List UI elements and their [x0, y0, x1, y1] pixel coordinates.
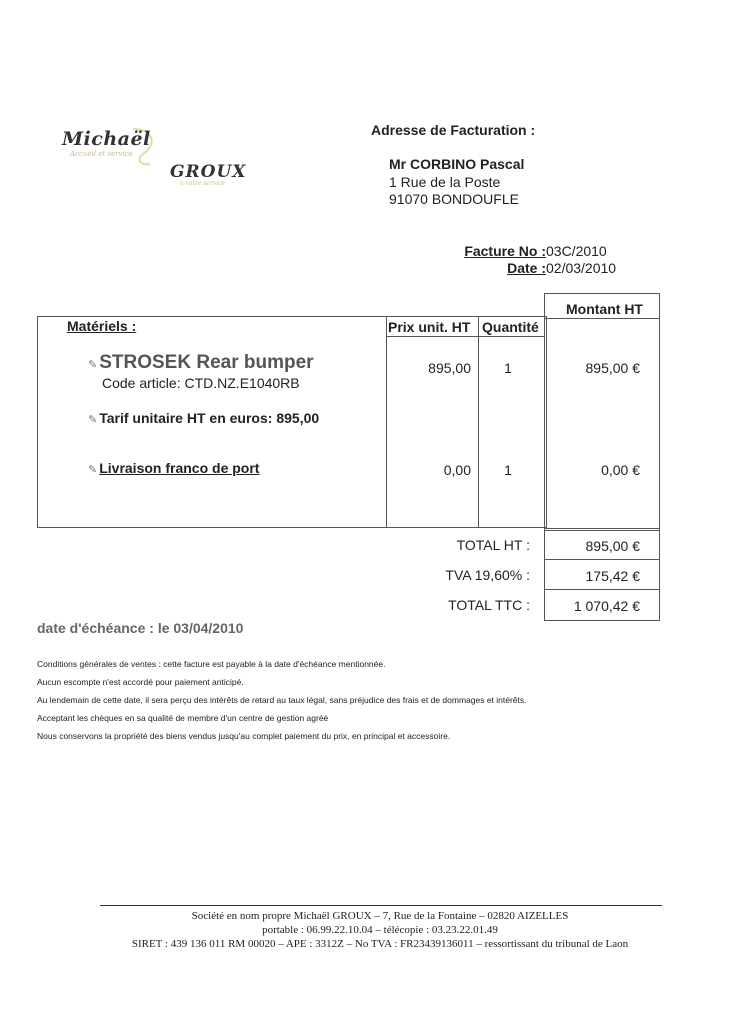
footer-divider — [100, 905, 662, 906]
condition-line: Acceptant les chèques en sa qualité de membre d'un centre de gestion agréé — [37, 713, 329, 723]
pen-bullet-icon: ✎ — [88, 414, 98, 426]
logo-tagline-first: Accueil et service — [70, 150, 133, 158]
delivery-row — [88, 460, 259, 478]
totals-divider-2 — [544, 589, 659, 590]
delivery-amount: 0,00 € — [601, 462, 640, 478]
item-unit-price: 895,00 — [428, 360, 471, 376]
header-unit-price: Prix unit. HT — [388, 319, 471, 335]
condition-line: Nous conservons la propriété des biens vendus jusqu'au complet paiement du prix, en principal et accessoire. — [37, 731, 451, 741]
condition-line: Aucun escompte n'est accordé pour paiement anticipé. — [37, 677, 244, 687]
total-ttc-value: 1 070,42 € — [573, 598, 640, 614]
pen-bullet-icon: ✎ — [88, 359, 98, 371]
amount-header-divider — [544, 318, 659, 319]
logo-first-name: Michaël — [62, 128, 151, 150]
invoice-number: 03C/2010 — [546, 243, 607, 259]
footer-line2: portable : 06.99.22.10.04 – télécopie : 03.23.22.01.49 — [262, 924, 498, 936]
item-title: STROSEK Rear bumper — [99, 352, 314, 373]
header-materials: Matériels : — [67, 318, 137, 334]
total-ht-value: 895,00 € — [585, 538, 640, 554]
invoice-number-label: Facture No : — [464, 243, 546, 259]
item-row — [88, 352, 314, 374]
delivery-unit-price: 0,00 — [443, 462, 471, 478]
amount-column — [544, 293, 660, 531]
footer-line3: SIRET : 439 136 011 RM 00020 – APE : 3312Z – No TVA : FR23439136011 – ressortissant du tribunal de Laon — [131, 938, 629, 950]
logo-tagline-last: à votre service — [180, 180, 225, 187]
logo-last-name: GROUX — [170, 162, 247, 182]
delivery-title: Livraison franco de port — [99, 460, 260, 476]
pen-bullet-icon: ✎ — [88, 464, 98, 476]
item-amount: 895,00 € — [585, 360, 640, 376]
price-header-divider — [386, 336, 545, 337]
total-ht-label: TOTAL HT : — [456, 537, 530, 553]
invoice-date-label: Date : — [507, 260, 546, 276]
tva-value: 175,42 € — [585, 568, 640, 584]
total-ttc-label: TOTAL TTC : — [448, 597, 530, 613]
col-divider-qty — [478, 316, 479, 527]
header-quantity: Quantité — [482, 319, 539, 335]
condition-line: Conditions générales de ventes : cette facture est payable à la date d'échéance mentionnée. — [37, 659, 386, 669]
billing-line2: 91070 BONDOUFLE — [389, 191, 519, 207]
billing-line1: 1 Rue de la Poste — [389, 174, 501, 190]
footer-line1: Société en nom propre Michaël GROUX – 7, Rue de la Fontaine – 02820 AIZELLES — [191, 910, 569, 922]
condition-line: Au lendemain de cette date, il sera perçu des intérêts de retard au taux légal, sans préjudice des frais et de dommages et intérêts. — [37, 695, 527, 705]
due-date: date d'échéance : le 03/04/2010 — [37, 620, 244, 636]
totals-divider-1 — [544, 559, 659, 560]
invoice-date: 02/03/2010 — [546, 260, 617, 276]
header-amount: Montant HT — [566, 301, 643, 317]
col-divider-price — [386, 316, 387, 527]
tarif-row — [88, 410, 319, 428]
delivery-quantity: 1 — [504, 462, 512, 478]
item-code: Code article: CTD.NZ.E1040RB — [102, 375, 300, 391]
billing-heading: Adresse de Facturation : — [371, 122, 536, 138]
item-quantity: 1 — [504, 360, 512, 376]
billing-name: Mr CORBINO Pascal — [389, 156, 525, 172]
tarif-text: Tarif unitaire HT en euros: 895,00 — [99, 410, 320, 426]
tva-label: TVA 19,60% : — [445, 567, 530, 583]
